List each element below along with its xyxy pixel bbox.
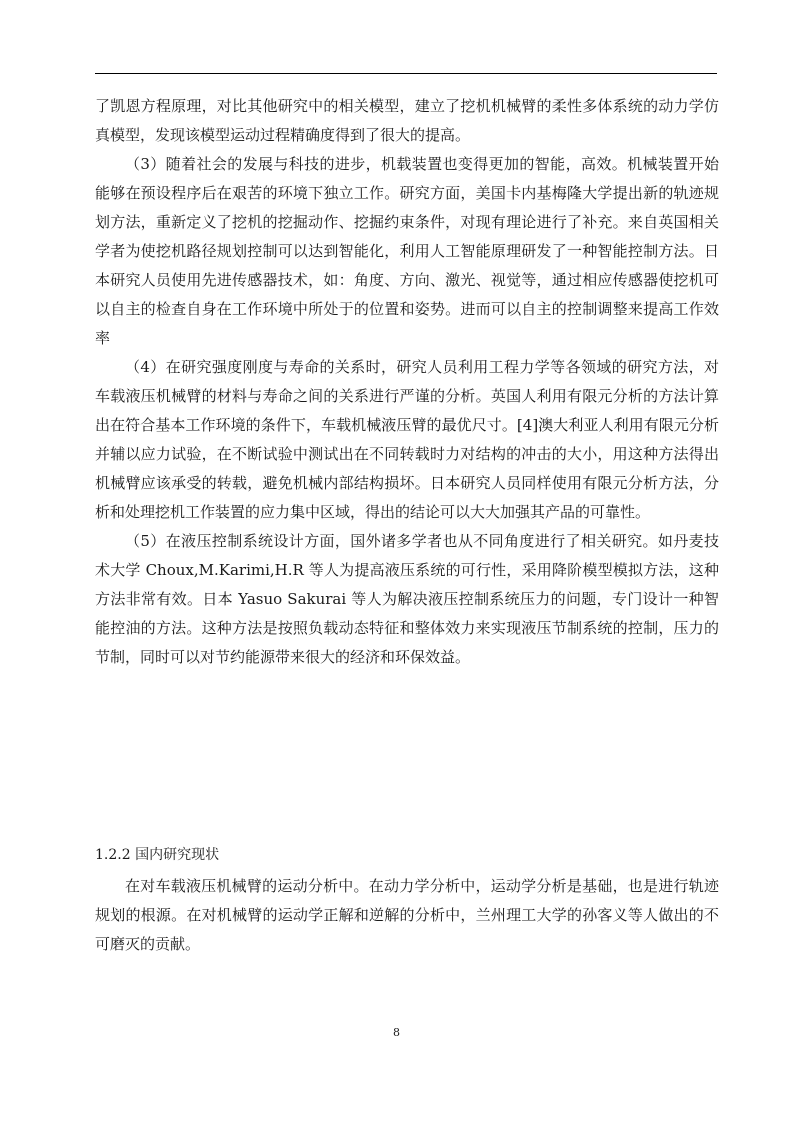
- paragraph-item-3: （3）随着社会的发展与科技的进步，机载装置也变得更加的智能，高效。机械装置开始能够在预设程序后在艰苦的环境下独立工作。研究方面，美国卡内基梅隆大学提出新的轨迹规划方法，重新定义了挖机的挖掘动作、挖掘约束条件，对现有理论进行了补充。来自英国相关学者为使挖机路径规划控制可以达到智能化，利用人工智能原理研发了一种智能控制方法。日本研究人员使用先进传感器技术，如：角度、方向、激光、视觉等，通过相应传感器使挖机可以自主的检查自身在工作环境中所处于的位置和姿势。进而可以自主的控制调整来提高工作效率: [95, 155, 719, 347]
- header-rule: [95, 73, 717, 74]
- body-text: [95, 92, 719, 672]
- section-paragraph: 在对车载液压机械臂的运动分析中。在动力学分析中，运动学分析是基础，也是进行轨迹规划的根源。在对机械臂的运动学正解和逆解的分析中，兰州理工大学的孙客义等人做出的不可磨灭的贡献。: [95, 877, 719, 953]
- section-body: [95, 872, 719, 959]
- paragraph-continuation: 了凯恩方程原理，对比其他研究中的相关模型，建立了挖机机械臂的柔性多体系统的动力学仿真模型，发现该模型运动过程精确度得到了很大的提高。: [95, 97, 719, 144]
- page-number: 8: [393, 1026, 400, 1039]
- paragraph-item-4: （4）在研究强度刚度与寿命的关系时，研究人员利用工程力学等各领域的研究方法，对车载液压机械臂的材料与寿命之间的关系进行严谨的分析。英国人利用有限元分析的方法计算出在符合基本工作环境的条件下，车载机械液压臂的最优尺寸。[4]澳大利亚人利用有限元分析并辅以应力试验，在不断试验中测试出在不同转载时力对结构的冲击的大小，用这种方法得出机械臂应该承受的转载，避免机械内部结构损坏。日本研究人员同样使用有限元分析方法，分析和处理挖机工作装置的应力集中区域，得出的结论可以大大加强其产品的可靠性。: [95, 358, 719, 521]
- paragraph-item-5: （5）在液压控制系统设计方面，国外诸多学者也从不同角度进行了相关研究。如丹麦技术大学 Choux,M.Karimi,H.R 等人为提高液压系统的可行性，采用降阶模型模拟方法，这种方法非常有效。日本 Yasuo Sakurai 等人为解决液压控制系统压力的问题，专门设计一种智能控油的方法。这种方法是按照负载动态特征和整体效力来实现液压节制系统的控制，压力的节制，同时可以对节约能源带来很大的经济和环保效益。: [95, 532, 719, 666]
- section-heading: 1.2.2 国内研究现状: [95, 847, 220, 863]
